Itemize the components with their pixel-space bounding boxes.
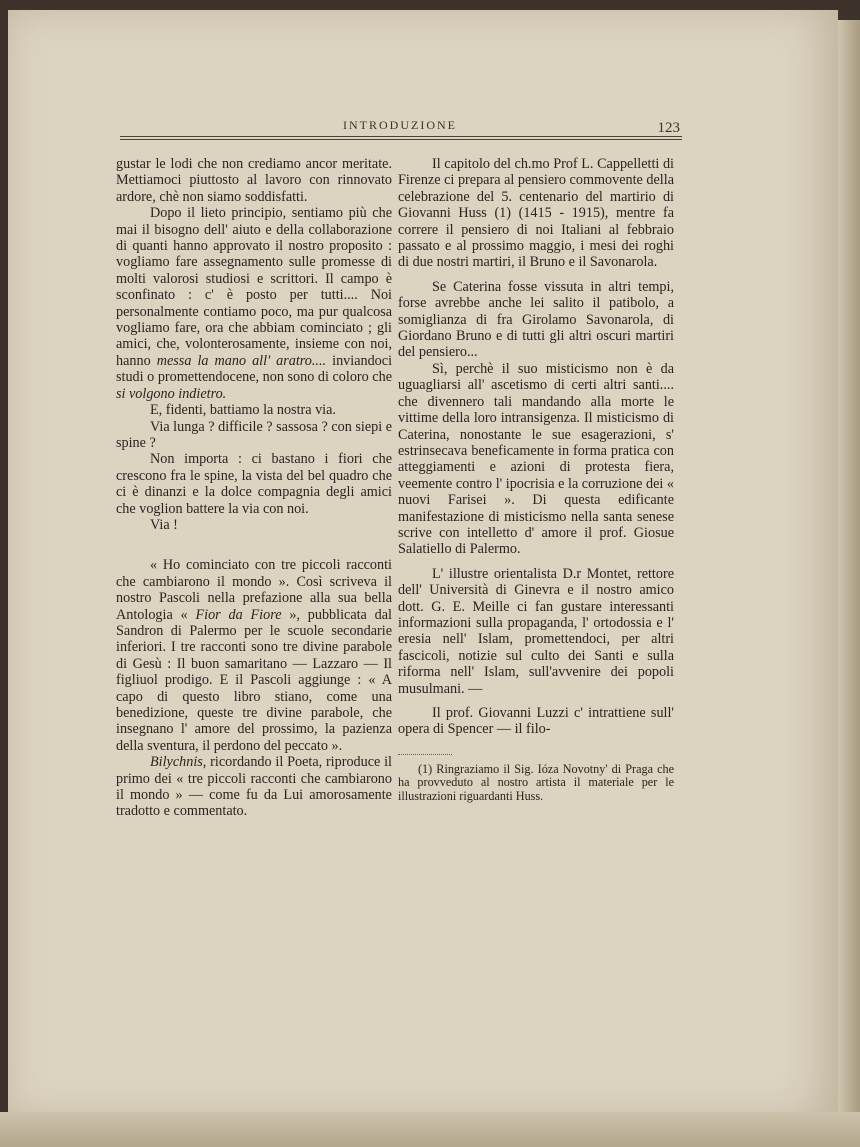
paragraph: Via lunga ? difficile ? sassosa ? con siepi e spine ? [116,418,392,451]
paragraph: « Ho cominciato con tre piccoli racconti che cambiarono il mondo ». Così scriveva il nostro Pascoli nella prefazione alla sua bella Antologia « Fior da Fiore », pubblicata dal Sandron di Palermo per le scuole secondarie inferiori. I tre racconti sono tre divine parabole di Gesù : Il buon samaritano — Lazzaro — Il figliuol prodigo. E il Pascoli aggiunge : « A capo di questo libro stiano, come una benedizione, queste tre divine parabole, che insegnano l' amore del prossimo, la pazienza della sventura, il perdono del peccato ». [116,557,392,754]
paragraph: E, fidenti, battiamo la nostra via. [150,402,336,419]
paragraph: Il capitolo del ch.mo Prof L. Cappelletti di Firenze ci prepara al pensiero commovente della celebrazione del 5. centenario del martirio di Giovanni Huss (1) (1415 - 1915), mentre fa correre il pensiero di noi Italiani al febbraio passato e al prossimo maggio, i mesi dei roghi di due nostri martiri, il Bruno e il Savonarola. [398,156,674,271]
header-rule-bottom [120,139,682,140]
page-number: 123 [657,120,680,136]
right-column [398,156,674,804]
paragraph: Se Caterina fosse vissuta in altri tempi, forse avrebbe anche lei salito il patibolo, a somiglianza di fra Girolamo Savonarola, di Giordano Bruno e di tutti gli altri oscuri martiri del pensiero... [398,278,674,361]
page-stack-bottom-edge [0,1112,860,1147]
left-column [116,156,392,820]
paragraph: Sì, perchè il suo misticismo non è da uguagliarsi all' ascetismo di certi altri santi.... che divennero tali mandando alla morte le vittime della loro intransigenza. Il misticismo di Caterina, nonostante le sue esagerazioni, s' estrinsecava beneficamente in forma pratica con atteggiamenti e azioni di protesta fiera, veemente contro l' ipocrisia e la corruzione dei « nuovi Farisei ». Di questa edificante manifestazione di misticismo nella santa senese scrive con intelletto d' amore il prof. Giosue Salatiello di Palermo. [398,360,674,558]
paragraph: L' illustre orientalista D.r Montet, rettore dell' Università di Ginevra e il nostro amico dott. G. E. Meille ci fan gustare interessanti informazioni sulla propaganda, l' ortodossia e l' eresia nell' Islam, promettendoci, per altri fascicoli, notizie sul culto dei Santi e sulla riforma nell' Islam, sull'avvenire dei popoli musulmani. — [398,565,674,697]
paragraph: gustar le lodi che non crediamo ancor meritate. Mettiamoci piuttosto al lavoro con rinnovato ardore, chè non siamo soddisfatti. [116,156,392,205]
paragraph: Bilychnis, ricordando il Poeta, riproduce il primo dei « tre piccoli racconti che cambiarono il mondo » — come fu da Lui amorosamente tradotto e commentato. [116,754,393,820]
page-stack-right-edge [838,20,860,1147]
paragraph: Non importa : ci bastano i fiori che crescono fra le spine, la vista del bel quadro che ci è dinanzi e la dolce compagnia degli amici che voglion battere la via con noi. [116,451,392,517]
header-rule-top [120,136,682,137]
footnote-separator [398,754,452,755]
footnote: (1) Ringraziamo il Sig. Ióza Novotny' di Praga che ha provveduto al nostro artista il materiale per le illustrazioni riguardanti Huss. [398,761,674,803]
paragraph: Via ! [150,516,178,533]
paragraph: Il prof. Giovanni Luzzi c' intrattiene sull' opera di Spencer — il filo- [398,705,674,738]
running-title: INTRODUZIONE [343,118,457,132]
paragraph: Dopo il lieto principio, sentiamo più che mai il bisogno dell' aiuto e della collaborazione di quanti hanno approvato il nostro proposito : vogliamo fare assegnamento sulle promesse di molti valorosi studiosi e scrittori. Il campo è sconfinato : c' è posto per tutti.... Noi personalmente contiamo poco, ma pur qualcosa vogliamo fare, ora che abbiam cominciato ; gli amici, che, volonterosamente, insieme con noi, hanno messa la mano all' aratro.... inviandoci studi o promettendocene, non sono di coloro che si volgono indietro. [116,205,393,402]
